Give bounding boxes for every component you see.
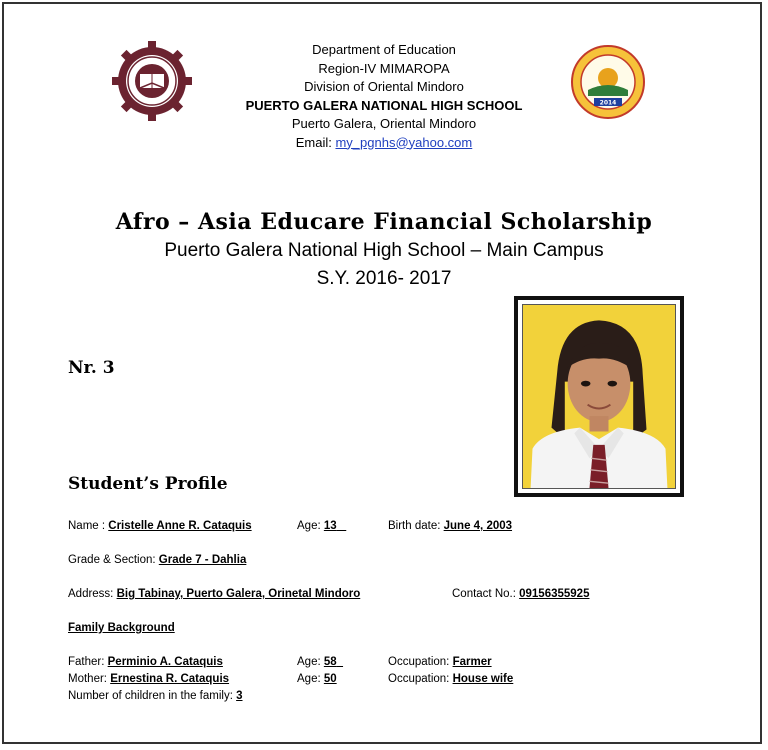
- father-age-field: [297, 656, 343, 668]
- school-name: PUERTO GALERA NATIONAL HIGH SCHOOL: [245, 97, 523, 113]
- age-label: Age:: [297, 520, 324, 532]
- children-count-value: 3: [236, 690, 243, 702]
- father-value: Perminio A. Cataquis: [107, 656, 223, 668]
- department-text: Department of Education: [312, 42, 456, 57]
- birth-date-value: June 4, 2003: [443, 520, 513, 532]
- mother-occupation-label: Occupation:: [388, 673, 453, 685]
- mother-age-value: 50: [323, 673, 337, 685]
- mother-occupation-field: [388, 673, 513, 685]
- birth-date-field: [388, 520, 512, 532]
- address-label: Address:: [68, 588, 117, 600]
- children-count-label: Number of children in the family:: [68, 690, 237, 702]
- grade-section-field: [68, 554, 246, 566]
- entry-number: Nr. 3: [68, 358, 115, 378]
- header-block: [4, 41, 764, 152]
- name-field: [68, 520, 252, 532]
- contact-label: Contact No.:: [452, 588, 520, 600]
- seal-year-text: 2014: [599, 99, 617, 107]
- contact-field: [452, 588, 589, 600]
- contact-value: 09156355925: [519, 588, 590, 600]
- profile-section-title: Student’s Profile: [68, 474, 228, 494]
- father-occupation-field: [388, 656, 492, 668]
- mother-occupation-value: House wife: [452, 673, 514, 685]
- family-background-heading: Family Background: [68, 622, 175, 634]
- father-age-value: 58: [323, 656, 337, 668]
- campus-subtitle: Puerto Galera National High School – Main Campus: [164, 240, 604, 261]
- grade-section-label: Grade & Section:: [68, 554, 159, 566]
- scholarship-title: Afro – Asia Educare Financial Scholarship: [115, 209, 653, 235]
- address-field: [68, 588, 360, 600]
- document-page: [2, 2, 762, 744]
- father-label: Father:: [68, 656, 108, 668]
- age-field: [297, 520, 346, 532]
- location-text: Puerto Galera, Oriental Mindoro: [291, 116, 477, 131]
- grade-section-value: Grade 7 - Dahlia: [158, 554, 247, 566]
- age-value: 13: [323, 520, 337, 532]
- birth-date-label: Birth date:: [388, 520, 444, 532]
- division-text: Division of Oriental Mindoro: [304, 79, 464, 94]
- father-age-label: Age:: [297, 656, 324, 668]
- father-occupation-label: Occupation:: [388, 656, 453, 668]
- father-occupation-value: Farmer: [452, 656, 492, 668]
- address-value: Big Tabinay, Puerto Galera, Orinetal Mindoro: [116, 588, 361, 600]
- email-link[interactable]: my_pgnhs@yahoo.com: [335, 134, 473, 150]
- email-label: Email:: [295, 134, 336, 150]
- school-year: S.Y. 2016- 2017: [316, 268, 452, 289]
- children-count-field: [68, 690, 243, 702]
- name-label: Name :: [68, 520, 109, 532]
- name-value: Cristelle Anne R. Cataquis: [108, 520, 252, 532]
- father-field: [68, 656, 223, 668]
- student-photo-frame: [514, 296, 684, 497]
- mother-label: Mother:: [68, 673, 111, 685]
- student-photo: [522, 304, 676, 489]
- mother-age-field: [297, 673, 337, 685]
- region-text: Region-IV MIMAROPA: [318, 60, 450, 76]
- email-line: [4, 134, 764, 153]
- mother-age-label: Age:: [297, 673, 324, 685]
- mother-value: Ernestina R. Cataquis: [110, 673, 230, 685]
- mother-field: [68, 673, 229, 685]
